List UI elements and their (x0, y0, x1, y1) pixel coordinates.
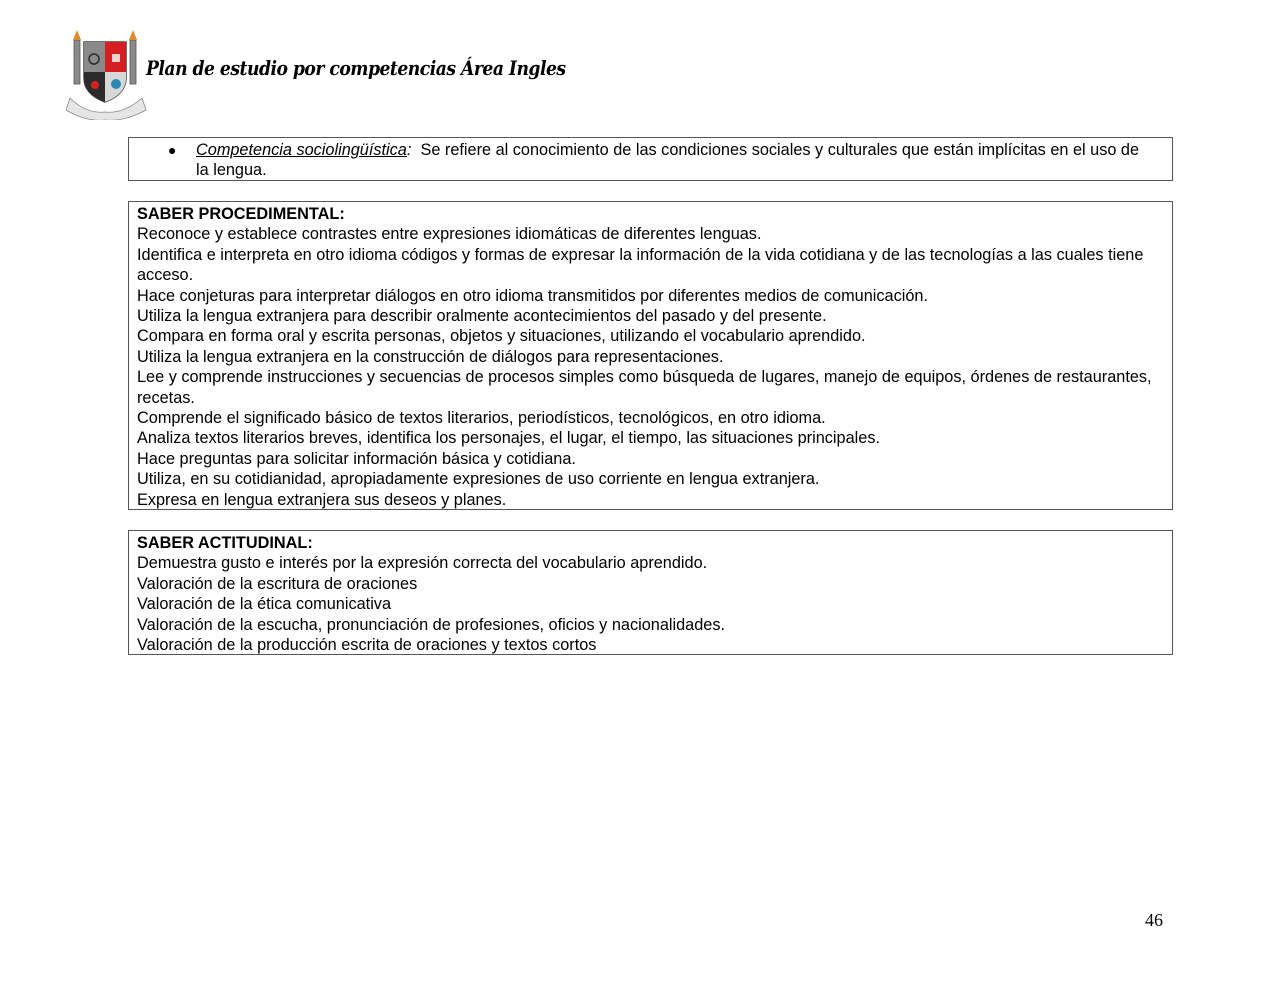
competencia-description: Se refiere al conocimiento de las condiciones sociales y culturales que están implícitas en el uso de la lengua. (196, 141, 1144, 180)
list-item: Comprende el significado básico de textos literarios, periodísticos, tecnológicos, en otro idioma. (137, 409, 826, 428)
competencia-term: Competencia sociolingüística (196, 141, 407, 159)
page-number: 46 (1145, 910, 1163, 930)
list-item: Utiliza la lengua extranjera para describir oralmente acontecimientos del pasado y del presente. (137, 307, 827, 326)
list-item: Compara en forma oral y escrita personas, objetos y situaciones, utilizando el vocabulario aprendido. (137, 327, 866, 346)
saber-procedimental-box (128, 201, 1173, 510)
list-item: Valoración de la producción escrita de oraciones y textos cortos (137, 636, 597, 655)
list-item: Valoración de la escritura de oraciones (137, 574, 418, 593)
document-header (66, 28, 566, 123)
list-item: Expresa en lengua extranjera sus deseos y planes. (137, 490, 507, 509)
saber-actitudinal-box (128, 530, 1173, 655)
list-item: Valoración de la ética comunicativa (137, 595, 392, 614)
document-title: Plan de estudio por competencias Área Ingles (146, 56, 566, 80)
list-item: Identifica e interpreta en otro idioma códigos y formas de expresar la información de la vida cotidiana y de las tecnologías a las cuales tiene acceso. (137, 245, 1144, 285)
school-crest-icon (66, 28, 152, 120)
list-item: Analiza textos literarios breves, identifica los personajes, el lugar, el tiempo, las situaciones principales. (137, 429, 880, 448)
list-item: Reconoce y establece contrastes entre expresiones idiomáticas de diferentes lenguas. (137, 225, 762, 244)
list-item: Utiliza la lengua extranjera en la construcción de diálogos para representaciones. (137, 347, 724, 366)
competencia-colon: : (406, 141, 412, 159)
list-item: Hace preguntas para solicitar información básica y cotidiana. (137, 449, 576, 468)
saber-actitudinal-title: SABER ACTITUDINAL: (137, 534, 313, 552)
bullet-icon: ● (168, 142, 177, 158)
competencia-item (129, 138, 1172, 181)
list-item: Utiliza, en su cotidianidad, apropiadamente expresiones de uso corriente en lengua extranjera. (137, 470, 820, 489)
list-item: Hace conjeturas para interpretar diálogos en otro idioma transmitidos por diferentes medios de comunicación. (137, 286, 928, 305)
saber-procedimental-title: SABER PROCEDIMENTAL: (137, 205, 345, 223)
list-item: Valoración de la escucha, pronunciación de profesiones, oficios y nacionalidades. (137, 615, 726, 634)
competencia-box (128, 137, 1173, 181)
list-item: Lee y comprende instrucciones y secuencias de procesos simples como búsqueda de lugares, manejo de equipos, órdenes de restaurantes, recetas. (137, 368, 1152, 407)
list-item: Demuestra gusto e interés por la expresión correcta del vocabulario aprendido. (137, 554, 708, 573)
